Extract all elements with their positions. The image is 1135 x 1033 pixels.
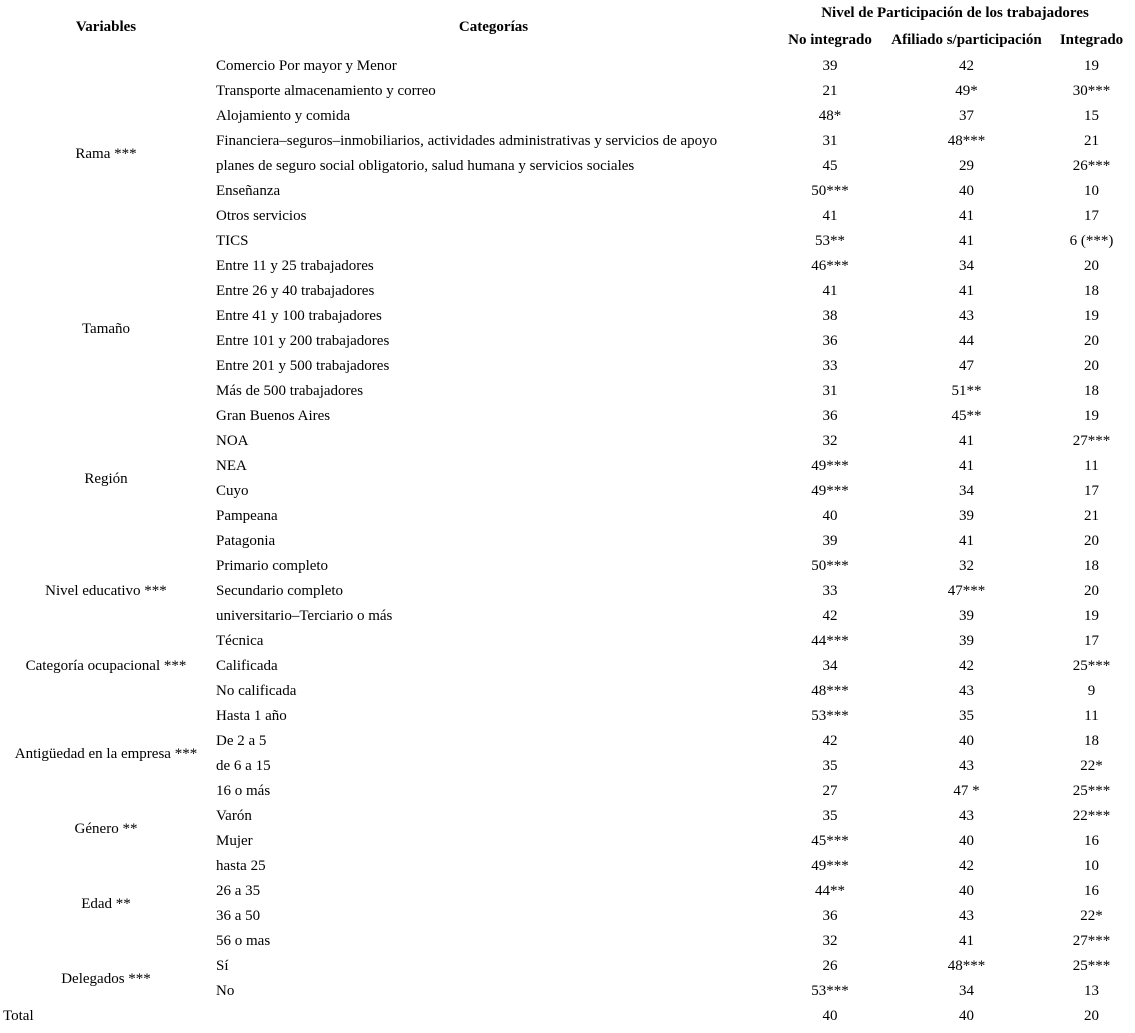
col-afiliado: Afiliado s/participación	[891, 32, 1042, 48]
categoria-cell: Financiera–seguros–inmobiliarios, actividades administrativas y servicios de apoyo	[216, 133, 718, 149]
categoria-cell: Entre 41 y 100 trabajadores	[216, 308, 382, 324]
variable-label: Antigüedad en la empresa ***	[14, 745, 198, 762]
value-cell: 44***	[811, 633, 849, 649]
value-cell: 35	[822, 758, 838, 774]
variable-label: Rama ***	[75, 145, 137, 162]
value-cell: 53***	[811, 983, 849, 999]
categoria-cell: Otros servicios	[216, 208, 307, 224]
value-cell: 41	[959, 283, 974, 299]
value-cell: 10	[1084, 183, 1099, 199]
value-cell: 44**	[815, 883, 845, 899]
value-cell: 20	[1084, 1008, 1099, 1024]
value-cell: 22*	[1080, 908, 1103, 924]
value-cell: 43	[959, 908, 974, 924]
value-cell: 20	[1084, 583, 1099, 599]
variable-label: Delegados ***	[61, 970, 151, 987]
value-cell: 41	[959, 533, 974, 549]
value-cell: 41	[822, 208, 838, 224]
value-cell: 22*	[1080, 758, 1103, 774]
value-cell: 32	[959, 558, 974, 574]
table-row	[0, 254, 1135, 279]
value-cell: 19	[1084, 408, 1099, 424]
categoria-cell: NEA	[216, 458, 247, 474]
value-cell: 48***	[947, 133, 986, 149]
value-cell: 40	[959, 733, 974, 749]
value-cell: 20	[1084, 333, 1099, 349]
value-cell: 21	[1084, 508, 1099, 524]
value-cell: 47	[959, 358, 974, 374]
categoria-cell: de 6 a 15	[216, 758, 271, 774]
value-cell: 39	[959, 608, 974, 624]
value-cell: 40	[959, 183, 974, 199]
categoria-cell: Comercio Por mayor y Menor	[216, 58, 397, 74]
total-label: Total	[3, 1008, 34, 1024]
value-cell: 48*	[818, 108, 842, 124]
categoria-cell: Pampeana	[216, 508, 278, 524]
value-cell: 9	[1087, 683, 1096, 699]
value-cell: 41	[959, 433, 974, 449]
categoria-cell: 26 a 35	[216, 883, 261, 899]
value-cell: 18	[1084, 383, 1099, 399]
table-row	[0, 404, 1135, 429]
categoria-cell: Entre 26 y 40 trabajadores	[216, 283, 375, 299]
value-cell: 19	[1084, 308, 1099, 324]
value-cell: 22***	[1072, 808, 1111, 824]
value-cell: 17	[1084, 633, 1099, 649]
value-cell: 19	[1084, 58, 1099, 74]
value-cell: 15	[1084, 108, 1099, 124]
value-cell: 31	[822, 383, 838, 399]
value-cell: 34	[822, 658, 838, 674]
value-cell: 45***	[811, 833, 849, 849]
value-cell: 27***	[1072, 933, 1111, 949]
value-cell: 42	[959, 658, 974, 674]
value-cell: 33	[822, 358, 838, 374]
value-cell: 29	[959, 158, 974, 174]
value-cell: 19	[1084, 608, 1099, 624]
categoria-cell: Sí	[216, 958, 229, 974]
value-cell: 41	[822, 283, 838, 299]
value-cell: 32	[822, 933, 838, 949]
categoria-cell: Técnica	[216, 633, 264, 649]
value-cell: 36	[822, 333, 838, 349]
value-cell: 30***	[1072, 83, 1111, 99]
variable-label: Tamaño	[81, 320, 131, 337]
categoria-cell: Patagonia	[216, 533, 276, 549]
value-cell: 53**	[815, 233, 845, 249]
value-cell: 39	[822, 533, 838, 549]
value-cell: 42	[959, 858, 974, 874]
value-cell: 25***	[1072, 658, 1111, 674]
categoria-cell: Varón	[216, 808, 252, 824]
table-body	[0, 54, 1135, 1029]
table-row	[0, 54, 1135, 79]
value-cell: 43	[959, 683, 974, 699]
categoria-cell: hasta 25	[216, 858, 266, 874]
value-cell: 21	[822, 83, 838, 99]
categoria-cell: TICS	[216, 233, 249, 249]
value-cell: 46***	[811, 258, 849, 274]
value-cell: 27	[822, 783, 838, 799]
value-cell: 37	[959, 108, 974, 124]
categoria-cell: Alojamiento y comida	[216, 108, 351, 124]
participacion-title: Nivel de Participación de los trabajadores	[821, 5, 1089, 21]
value-cell: 35	[822, 808, 838, 824]
categoria-cell: Secundario completo	[216, 583, 344, 599]
categoria-cell: 56 o mas	[216, 933, 271, 949]
categoria-cell: NOA	[216, 433, 249, 449]
value-cell: 11	[1084, 708, 1099, 724]
value-cell: 43	[959, 808, 974, 824]
value-cell: 48***	[947, 958, 986, 974]
value-cell: 39	[959, 508, 974, 524]
value-cell: 20	[1084, 533, 1099, 549]
value-cell: 41	[959, 458, 974, 474]
categoria-cell: Gran Buenos Aires	[216, 408, 331, 424]
value-cell: 35	[959, 708, 974, 724]
value-cell: 18	[1084, 733, 1099, 749]
value-cell: 40	[959, 1008, 974, 1024]
categoria-cell	[212, 1004, 775, 1029]
value-cell: 40	[822, 508, 838, 524]
categoria-cell: De 2 a 5	[216, 733, 267, 749]
value-cell: 47 *	[953, 783, 980, 799]
table-row	[0, 629, 1135, 654]
value-cell: 17	[1084, 208, 1099, 224]
value-cell: 40	[959, 883, 974, 899]
variable-label: Región	[84, 470, 128, 487]
value-cell: 40	[959, 833, 974, 849]
value-cell: 18	[1084, 558, 1099, 574]
value-cell: 25***	[1072, 783, 1111, 799]
table-row	[0, 804, 1135, 829]
value-cell: 41	[959, 208, 974, 224]
value-cell: 26	[822, 958, 838, 974]
value-cell: 39	[959, 633, 974, 649]
value-cell: 20	[1084, 358, 1099, 374]
value-cell: 27***	[1072, 433, 1111, 449]
value-cell: 39	[822, 58, 838, 74]
value-cell: 49***	[811, 483, 849, 499]
total-row	[0, 1004, 1135, 1029]
value-cell: 48***	[811, 683, 849, 699]
value-cell: 42	[822, 733, 838, 749]
value-cell: 34	[959, 258, 974, 274]
categoria-cell: Mujer	[216, 833, 253, 849]
table-header	[0, 0, 1135, 54]
value-cell: 41	[959, 233, 974, 249]
value-cell: 40	[822, 1008, 838, 1024]
table-row	[0, 554, 1135, 579]
value-cell: 49***	[811, 858, 849, 874]
value-cell: 16	[1084, 833, 1099, 849]
categoria-cell: Entre 201 y 500 trabajadores	[216, 358, 390, 374]
value-cell: 50***	[811, 183, 849, 199]
categoria-cell: Cuyo	[216, 483, 249, 499]
categoria-cell: No	[216, 983, 235, 999]
categoria-cell: universitario–Terciario o más	[216, 608, 393, 624]
value-cell: 10	[1084, 858, 1099, 874]
value-cell: 47***	[947, 583, 986, 599]
categoria-cell: Primario completo	[216, 558, 329, 574]
value-cell: 11	[1084, 458, 1099, 474]
value-cell: 45**	[951, 408, 982, 424]
value-cell: 31	[822, 133, 838, 149]
value-cell: 49***	[811, 458, 849, 474]
value-cell: 50***	[811, 558, 849, 574]
header-row-1	[0, 0, 1135, 27]
categoria-cell: Hasta 1 año	[216, 708, 287, 724]
col-no-integrado: No integrado	[788, 32, 872, 48]
value-cell: 43	[959, 308, 974, 324]
categoria-cell: 36 a 50	[216, 908, 261, 924]
table-row	[0, 954, 1135, 979]
value-cell: 34	[959, 483, 974, 499]
value-cell: 36	[822, 408, 838, 424]
value-cell: 43	[959, 758, 974, 774]
categorias-header: Categorías	[458, 18, 529, 35]
value-cell: 17	[1084, 483, 1099, 499]
value-cell: 20	[1084, 258, 1099, 274]
categoria-cell: planes de seguro social obligatorio, salud humana y servicios sociales	[216, 158, 635, 174]
table-row	[0, 704, 1135, 729]
categoria-cell: Enseñanza	[216, 183, 281, 199]
categoria-cell: No calificada	[216, 683, 297, 699]
value-cell: 26***	[1072, 158, 1111, 174]
value-cell: 53***	[811, 708, 849, 724]
col-integrado: Integrado	[1059, 32, 1124, 48]
value-cell: 32	[822, 433, 838, 449]
value-cell: 49*	[955, 83, 978, 99]
value-cell: 42	[959, 58, 974, 74]
value-cell: 6 (***)	[1069, 233, 1114, 249]
value-cell: 51**	[951, 383, 982, 399]
value-cell: 42	[822, 608, 838, 624]
categoria-cell: Entre 101 y 200 trabajadores	[216, 333, 390, 349]
value-cell: 16	[1084, 883, 1099, 899]
value-cell: 38	[822, 308, 838, 324]
variables-header: Variables	[75, 18, 137, 35]
variable-label: Nivel educativo ***	[45, 583, 167, 599]
value-cell: 13	[1084, 983, 1099, 999]
value-cell: 41	[959, 933, 974, 949]
value-cell: 21	[1084, 133, 1099, 149]
value-cell: 18	[1084, 283, 1099, 299]
value-cell: 33	[822, 583, 838, 599]
categoria-cell: Calificada	[216, 658, 278, 674]
categoria-cell: Transporte almacenamiento y correo	[216, 83, 436, 99]
value-cell: 44	[959, 333, 974, 349]
table-row	[0, 854, 1135, 879]
categoria-cell: Más de 500 trabajadores	[216, 383, 364, 399]
categoria-cell: Entre 11 y 25 trabajadores	[216, 258, 374, 274]
value-cell: 36	[822, 908, 838, 924]
variable-label: Categoría ocupacional ***	[25, 658, 187, 674]
value-cell: 45	[822, 158, 838, 174]
categoria-cell: 16 o más	[216, 783, 271, 799]
variable-label: Género **	[74, 820, 138, 837]
variable-label: Edad **	[81, 895, 131, 912]
value-cell: 34	[959, 983, 974, 999]
value-cell: 25***	[1072, 958, 1111, 974]
